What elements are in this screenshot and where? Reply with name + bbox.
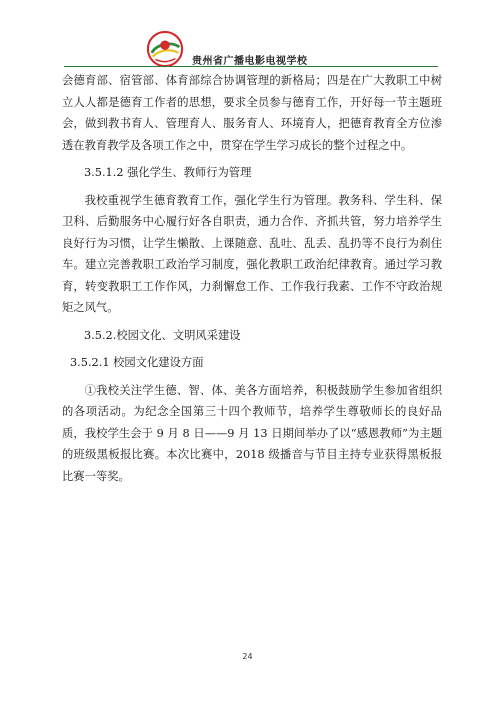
paragraph-3: ①我校关注学生德、智、体、美各方面培养，积极鼓励学生参加省组织的各项活动。为纪念全国第三十四个教师节，培养学生尊敬师长的良好品质，我校学生会于 9 月 8 日——9 月 13 日期间举办了以“感恩教师”为主题的班级黑板报比赛。本次比赛中，2018 级播音与节目主持专业获得黑板报比赛一等奖。 bbox=[62, 383, 442, 483]
paragraph-2: 我校重视学生德育教育工作，强化学生行为管理。教务科、学生科、保卫科、后勤服务中心履行好各自职责，通力合作、齐抓共管，努力培养学生良好行为习惯，让学生懒散、上课随意、乱吐、乱丢、乱扔等不良行为刹住车。建立完善教职工政治学习制度，强化教职工政治纪律教育。通过学习教育，转变教职工工作作风，力刹懈怠工作、工作我行我素、工作不守政治规矩之风气。 bbox=[62, 193, 442, 314]
heading-3-5-1-2: 3.5.1.2 强化学生、教师行为管理 bbox=[84, 166, 252, 179]
page-number: 24 bbox=[242, 652, 253, 661]
page-header bbox=[0, 0, 495, 68]
school-logo-icon bbox=[146, 30, 184, 68]
header-divider bbox=[64, 66, 438, 67]
heading-3-5-2-1: 3.5.2.1 校园文化建设方面 bbox=[70, 356, 204, 369]
heading-3-5-2: 3.5.2.校园文化、文明风采建设 bbox=[84, 328, 241, 342]
school-name: 贵州省广播电影电视学校 bbox=[192, 56, 308, 67]
paragraph-1: 会德育部、宿管部、体育部综合协调管理的新格局；四是在广大教职工中树立人人都是德育工作者的思想，要求全员参与德育工作，开好每一节主题班会，做到教书育人、管理育人、服务育人、环境育人，把德育教育全方位渗透在教育教学及各项工作之中，贯穿在学生学习成长的整个过程之中。 bbox=[62, 74, 442, 152]
document-body bbox=[62, 70, 442, 487]
